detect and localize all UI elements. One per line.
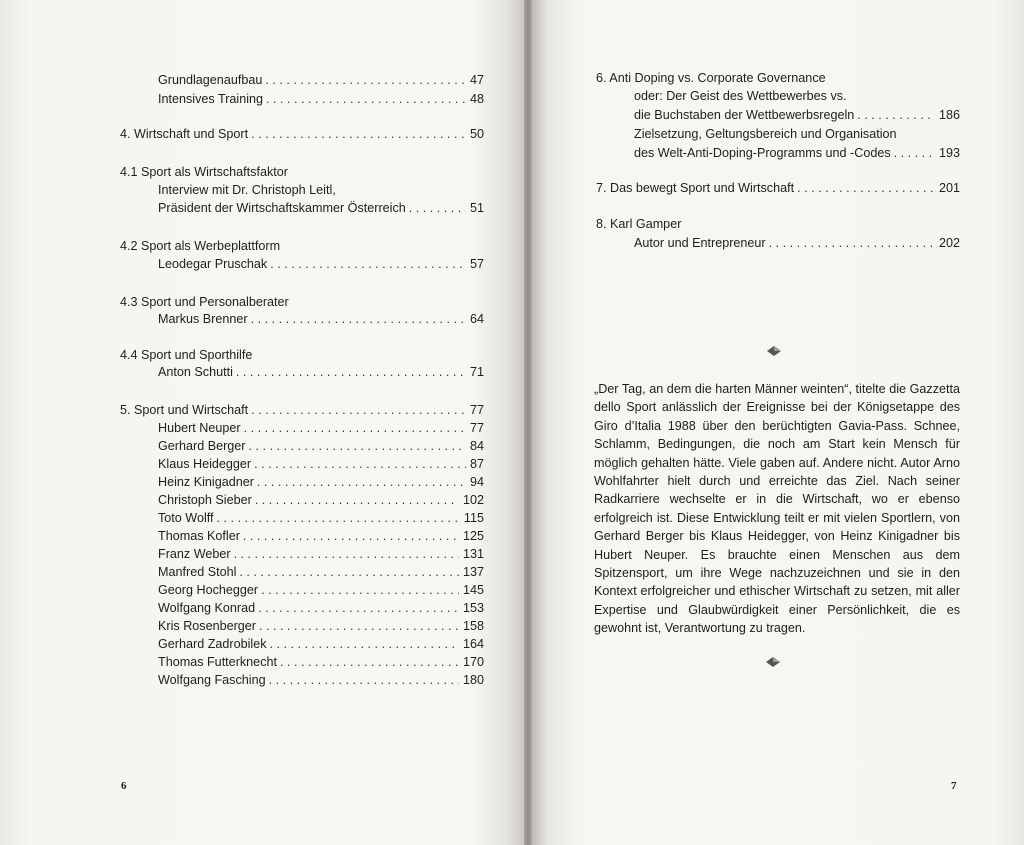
toc-chapter-title: 6. Anti Doping vs. Corporate Governance	[596, 71, 826, 85]
leader-dots	[236, 364, 466, 381]
toc-entry	[158, 582, 484, 599]
toc-entry-title: Toto Wolff	[158, 511, 214, 525]
leader-dots	[249, 438, 466, 455]
toc-entry-page: 186	[938, 108, 960, 122]
toc-entry	[158, 438, 484, 455]
toc-entry-page: 193	[938, 146, 960, 160]
leader-dots	[269, 672, 459, 689]
leader-dots	[270, 636, 459, 653]
toc-entry-title: Franz Weber	[158, 547, 231, 561]
leader-dots	[234, 546, 459, 563]
leader-dots	[251, 126, 466, 143]
toc-entry-title: Grundlagenaufbau	[158, 73, 263, 87]
toc-entry	[158, 618, 484, 635]
leader-dots	[239, 564, 459, 581]
toc-entry	[158, 636, 484, 653]
toc-entry-page: 115	[463, 511, 484, 525]
toc-subtitle: oder: Der Geist des Wettbewerbes vs.	[634, 89, 847, 103]
toc-entry-page: 50	[469, 127, 484, 141]
toc-entry-page: 201	[938, 181, 960, 195]
toc-entry	[158, 72, 484, 89]
toc-section-heading: 4.2 Sport als Werbeplattform	[120, 239, 281, 253]
toc-section-heading: 4.1 Sport als Wirtschaftsfaktor	[120, 165, 288, 179]
leader-dots	[894, 145, 935, 162]
toc-entry-title: Klaus Heidegger	[158, 457, 252, 471]
page-number-left: 6	[121, 780, 127, 792]
toc-entry-page: 77	[469, 403, 484, 417]
leader-dots	[255, 492, 459, 509]
toc-entry-page: 48	[469, 92, 484, 106]
leader-dots	[258, 600, 459, 617]
toc-entry-page: 125	[462, 529, 484, 543]
toc-entry-page: 84	[469, 439, 484, 453]
toc-entry	[158, 91, 484, 108]
toc-entry-page: 131	[462, 547, 484, 561]
leader-dots	[251, 311, 466, 328]
toc-entry-title: Intensives Training	[158, 92, 264, 106]
leader-dots	[280, 654, 459, 671]
toc-entry-title: die Buchstaben der Wettbewerbsregeln	[634, 108, 855, 122]
toc-subtitle: Zielsetzung, Geltungsbereich und Organisation	[634, 127, 897, 141]
toc-entry	[158, 364, 484, 381]
toc-entry-title: Hubert Neuper	[158, 421, 241, 435]
toc-entry	[158, 456, 484, 473]
toc-entry-title: des Welt-Anti-Doping-Programms und -Codes	[634, 146, 891, 160]
toc-entry	[158, 256, 484, 273]
toc-entry-page: 51	[469, 201, 484, 215]
toc-entry-page: 158	[462, 619, 484, 633]
toc-entry-title: Christoph Sieber	[158, 493, 252, 507]
toc-entry-page: 170	[462, 655, 484, 669]
toc-entry	[158, 654, 484, 671]
toc-entry-page: 164	[462, 637, 484, 651]
page-number-right: 7	[951, 780, 957, 792]
book-gutter	[524, 0, 532, 845]
diamond-ornament-icon	[767, 346, 781, 356]
leader-dots	[243, 528, 459, 545]
toc-chapter	[120, 126, 484, 143]
toc-entry	[634, 235, 960, 252]
toc-entry-title: Georg Hochegger	[158, 583, 259, 597]
leader-dots	[254, 456, 466, 473]
leader-dots	[409, 200, 466, 217]
toc-entry-page: 180	[462, 673, 484, 687]
toc-entry	[158, 420, 484, 437]
toc-entry	[158, 600, 484, 617]
toc-entry-title: Präsident der Wirtschaftskammer Österreich	[158, 201, 406, 215]
toc-chapter-title: 8. Karl Gamper	[596, 217, 682, 231]
toc-entry-page: 64	[469, 312, 484, 326]
toc-entry-page: 202	[938, 236, 960, 250]
toc-entry-title: Heinz Kinigadner	[158, 475, 254, 489]
leader-dots	[244, 420, 466, 437]
leader-dots	[259, 618, 459, 635]
toc-entry	[634, 107, 960, 124]
leader-dots	[251, 402, 466, 419]
toc-entry	[158, 510, 484, 527]
toc-entry-title: Autor und Entrepreneur	[634, 236, 766, 250]
toc-entry-page: 102	[462, 493, 484, 507]
toc-entry-page: 57	[469, 257, 484, 271]
toc-entry-page: 71	[469, 365, 484, 379]
toc-entry	[158, 546, 484, 563]
toc-entry	[634, 145, 960, 162]
toc-entry-page: 94	[469, 475, 484, 489]
toc-subtitle: Interview mit Dr. Christoph Leitl,	[158, 183, 336, 197]
toc-entry-title: Markus Brenner	[158, 312, 248, 326]
toc-chapter	[120, 402, 484, 419]
toc-chapter-title: 4. Wirtschaft und Sport	[120, 127, 249, 141]
leader-dots	[857, 107, 935, 124]
toc-entry-page: 47	[469, 73, 484, 87]
toc-entry-title: Leodegar Pruschak	[158, 257, 268, 271]
toc-entry-title: Manfred Stohl	[158, 565, 237, 579]
toc-entry-title: Thomas Kofler	[158, 529, 240, 543]
toc-entry-title: Kris Rosenberger	[158, 619, 256, 633]
leader-dots	[257, 474, 466, 491]
toc-entry	[158, 672, 484, 689]
toc-entry	[158, 474, 484, 491]
toc-chapter-title: 7. Das bewegt Sport und Wirtschaft	[596, 181, 795, 195]
toc-entry	[158, 200, 484, 217]
toc-section-heading: 4.4 Sport und Sporthilfe	[120, 348, 253, 362]
leader-dots	[266, 91, 466, 108]
toc-entry-page: 145	[462, 583, 484, 597]
toc-entry	[158, 311, 484, 328]
toc-entry-page: 137	[462, 565, 484, 579]
toc-entry-title: Wolfgang Konrad	[158, 601, 256, 615]
toc-entry-page: 87	[469, 457, 484, 471]
leader-dots	[261, 582, 459, 599]
toc-entry-page: 77	[469, 421, 484, 435]
leader-dots	[270, 256, 466, 273]
toc-chapter-title: 5. Sport und Wirtschaft	[120, 403, 249, 417]
leader-dots	[769, 235, 935, 252]
toc-entry-title: Gerhard Zadrobilek	[158, 637, 267, 651]
toc-entry	[158, 528, 484, 545]
blurb-paragraph: „Der Tag, an dem die harten Männer weinten“, titelte die Gazzetta dello Sport anlässlich der Ereignisse bei der Königsetappe des Giro d’Italia 1988 über den berüchtigten Gavia-Pass. Schnee, Schlamm, Bedingungen, die noch am Start kein Mensch für möglich gehalten hätte. Viele gaben auf. Andere nicht. Autor Arno Wohlfahrter hielt durch und erreichte das Ziel. Nach seiner Radkarriere wechselte er in die Wirtschaft, wo er ebenso erfolgreich ist. Diese Entwicklung teilt er mit vielen Sportlern, von Gerhard Berger bis Klaus Heidegger, von Heinz Kinigadner bis Hubert Neuper. Es brauchte einen Menschen aus dem Spitzensport, um ihre Wege nachzuzeichnen und sie in den Kontext erfolgreicher und ethischer Wirtschaft zu setzen, mit aller Expertise und Glaubwürdigkeit einer Persönlichkeit, die es gewohnt ist, Verantwortung zu tragen.	[594, 382, 960, 636]
leader-dots	[797, 180, 935, 197]
diamond-ornament-icon	[766, 657, 780, 667]
toc-entry-title: Wolfgang Fasching	[158, 673, 266, 687]
toc-entry-page: 153	[462, 601, 484, 615]
leader-dots	[217, 510, 460, 527]
toc-entry-title: Gerhard Berger	[158, 439, 246, 453]
toc-section-heading: 4.3 Sport und Personalberater	[120, 295, 289, 309]
toc-chapter	[596, 180, 960, 197]
toc-entry	[158, 564, 484, 581]
leader-dots	[265, 72, 466, 89]
toc-entry-title: Anton Schutti	[158, 365, 233, 379]
toc-entry	[158, 492, 484, 509]
toc-entry-title: Thomas Futterknecht	[158, 655, 277, 669]
